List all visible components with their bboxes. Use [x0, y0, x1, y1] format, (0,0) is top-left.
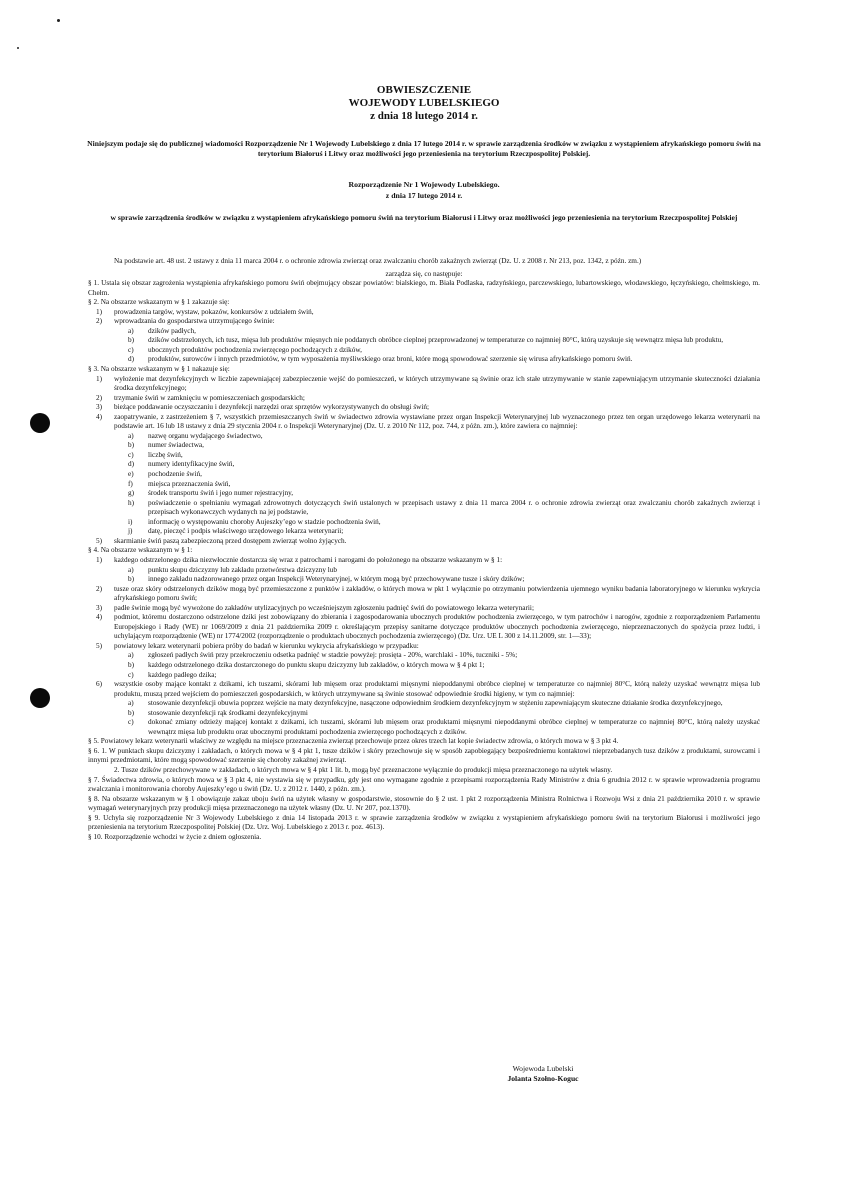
section-9: § 9. Uchyla się rozporządzenie Nr 3 Wojewody Lubelskiego z dnia 14 listopada 2013 r. w sprawie zarządzenia środków w związku z wystąpieniem afrykańskiego pomoru świń na terytorium Białorusi i możliwości jego przeniesienia na terytorium Rzeczpospolitej Polskiej (Dz. Urz. Woj. Lubelskiego z 2013 r. poz. 4613). [88, 813, 760, 832]
item-text: nazwę organu wydającego świadectwo, [148, 431, 263, 440]
item-marker: c) [128, 450, 134, 459]
list-item [88, 375, 760, 394]
item-text: miejsca przeznaczenia świń, [148, 479, 231, 488]
item-marker: d) [128, 460, 135, 469]
section-1: § 1. Ustala się obszar zagrożenia wystąpienia afrykańskiego pomoru świń obejmujący obszar powiatów: bialskiego, m. Biała Podlaska, radzyńskiego, parczewskiego, lubartowskiego, włodawskiego, łęczyńskiego, chełmskiego, m. Chełm. [88, 279, 760, 297]
item-text: każdego odstrzelonego dzika dostarczonego do punktu skupu dziczyzny lub zakładów, o których mowa w § 4 pkt 1; [148, 660, 485, 669]
list-item [88, 394, 760, 404]
sub-list-item [88, 651, 760, 661]
list-item [88, 585, 760, 604]
item-text: zaopatrywanie, z zastrzeżeniem § 7, wszystkich przemieszczanych świń w świadectwo zdrowia wystawiane przez organ Inspekcji Weterynaryjnej lub wyznaczonego przez ten organ urzędowego lekarza weterynarii na podstawie art. 16 lub 18 ustawy z dnia 29 stycznia 2004 r. o Inspekcji Weterynaryjnej (Dz. U. z 2010 Nr 112, poz. 744, z późn. zm.), które zawiera co najmniej: [114, 412, 760, 431]
item-marker: a) [128, 565, 134, 574]
item-marker: i) [128, 517, 133, 526]
item-marker: h) [128, 498, 135, 507]
sub-list-item [88, 355, 760, 365]
item-text: poświadczenie o spełnianiu wymagań zdrowotnych dotyczących świń ustalonych w przepisach ustawy z dnia 11 marca 2004 r. o ochronie zdrowia zwierząt oraz zwalczaniu chorób zakaźnych zwierząt i przepisach wykonawczych wydanych na jej podstawie, [148, 498, 760, 517]
sub-list-item [88, 346, 760, 356]
section-7: § 7. Świadectwa zdrowia, o których mowa w § 3 pkt 4, nie wystawia się w przypadku, gdy jest ono wymagane zgodnie z przepisami rozporządzenia Rady Ministrów z dnia 6 grudnia 2012 r. w sprawie wprowadzenia programu zwalczania i monitorowania choroby Aujeszky’ego u świń (Dz. U. z 2012 r. 1440, z późn. zm.). [88, 775, 760, 794]
item-text: środek transportu świń i jego numer rejestracyjny, [148, 489, 294, 498]
section-6: § 6. 1. W punktach skupu dziczyzny i zakładach, o których mowa w § 4 pkt 1, tusze dzików i skóry przechowuje się w sposób zapobiegający bezpośredniemu kontaktowi nieprzebadanych tusz dzików z produktami, surowcami i innymi przedmiotami, które mogą spowodować szerzenie się choroby zakaźnej zwierząt. [88, 746, 760, 765]
sub-list-item [88, 441, 760, 451]
item-marker: b) [128, 660, 135, 669]
sub-list-item [88, 661, 760, 671]
item-marker: 1) [96, 374, 103, 383]
item-text: liczbę świń, [148, 450, 183, 459]
sub-list-item [88, 518, 760, 528]
section-8: § 8. Na obszarze wskazanym w § 1 obowiązuje zakaz uboju świń na użytek własny w gospodarstwie, stosownie do § 2 ust. 1 pkt 2 rozporządzenia Ministra Rolnictwa i Rozwoju Wsi z dnia 21 października 2010 r. w sprawie wymagań weterynaryjnych przy produkcji mięsa przeznaczonego na użytek własny (Dz. U. Nr 207, poz.1370). [88, 794, 760, 813]
list-item: 1) każdego odstrzelonego dzika niezwłocznie dostarcza się wraz z patrochami i narogami do położonego na obszarze wskazanym w § 1: [96, 555, 503, 564]
item-marker: 2) [96, 584, 103, 593]
item-marker: d) [128, 355, 135, 364]
item-marker: 2) [96, 393, 103, 402]
regulation-date: z dnia 17 lutego 2014 r. [385, 191, 463, 200]
sub-list-item [88, 499, 760, 518]
item-marker: f) [128, 479, 133, 488]
item-text: wprowadzania do gospodarstwa utrzymującego świnie: [114, 317, 275, 326]
orders-line: zarządza się, co następuje: [385, 269, 463, 278]
item-marker: 4) [96, 412, 103, 421]
item-text: punktu skupu dziczyzny lub zakładu przetwórstwa dziczyzny lub [148, 565, 338, 574]
sub-list-item [88, 709, 760, 719]
item-marker: a) [128, 651, 134, 660]
item-marker: c) [128, 718, 134, 727]
item-text: zgłoszeń padłych świń przy przekroczeniu odsetka padnięć w stadzie powyżej: prosięta - 20%, warchlaki - 10%, tuczniki - 5%; [148, 651, 518, 660]
item-marker: e) [128, 470, 134, 479]
sub-list-item [88, 718, 760, 737]
list-item [88, 317, 760, 327]
item-text: stosowanie dezynfekcji rąk środkami dezynfekcyjnymi [148, 708, 308, 717]
sub-list-item [88, 527, 760, 537]
item-marker: 3) [96, 403, 103, 412]
scan-speck [17, 47, 19, 49]
signature-name: Jolanta Szołno-Koguc [507, 1074, 579, 1083]
item-text: trzymanie świń w zamknięciu w pomieszczeniach gospodarskich; [114, 393, 305, 402]
regulation-subject: w sprawie zarządzenia środków w związku z wystąpieniem afrykańskiego pomoru świń na terytorium Białorusi i Litwy oraz możliwości jego przeniesienia na terytorium Rzeczpospolitej Polskiej [110, 213, 738, 222]
intro-paragraph: Niniejszym podaje się do publicznej wiadomości Rozporządzenie Nr 1 Wojewody Lubelskiego z dnia 17 lutego 2014 r. w sprawie zarządzenia środków w związku z wystąpieniem afrykańskiego pomoru świń na terytorium Białoruś i Litwy oraz możliwości jego przeniesienia na terytorium Rzeczpospolitej Polskiej. [87, 139, 761, 158]
section-6-2: 2. Tusze dzików przechowywane w zakładach, o których mowa w § 4 pkt 1 lit. b, mogą być przeznaczone wyłącznie do produkcji mięsa przeznaczonego na użytek własny. [114, 765, 613, 774]
sub-list-item [88, 489, 760, 499]
sub-list-item [88, 699, 760, 709]
item-marker: c) [128, 345, 134, 354]
item-text: każdego padłego dzika; [148, 670, 217, 679]
punch-hole [30, 413, 50, 433]
sub-list-item [88, 460, 760, 470]
item-marker: b) [128, 441, 135, 450]
item-text: stosowanie dezynfekcji obuwia poprzez wejście na maty dezynfekcyjne, nasączone odpowiednim środkiem dezynfekcyjnym w stężeniu zapewniającym skuteczne działanie środka dezynfekcyjnego, [148, 699, 723, 708]
item-marker: 3) [96, 603, 103, 612]
punch-hole [30, 688, 50, 708]
regulation-title: Rozporządzenie Nr 1 Wojewody Lubelskiego. [348, 180, 500, 189]
list-item [88, 642, 760, 652]
item-text: ubocznych produktów pochodzenia zwierzęcego pochodzących z dzików, [148, 345, 362, 354]
item-marker: j) [128, 527, 133, 536]
item-marker: a) [128, 699, 134, 708]
list-item [88, 413, 760, 432]
sub-list-item [88, 480, 760, 490]
list-item [88, 308, 760, 318]
list-item: 5) skarmianie świń paszą zabezpieczoną przed dostępem zwierząt wolno żyjących. [96, 536, 347, 545]
item-text: informację o występowaniu choroby Aujeszky’ego w stadzie pochodzenia świń, [148, 517, 381, 526]
item-text: wyłożenie mat dezynfekcyjnych w liczbie zapewniającej zabezpieczenie wejść do pomieszczeń, w których utrzymywane są świnie oraz ich stałe utrzymywanie w stanie zapewniającym utrzymanie skuteczności działania środka dezynfekcyjnego; [114, 374, 760, 393]
sub-list-item [88, 671, 760, 681]
item-marker: 4) [96, 613, 103, 622]
scan-speck [57, 19, 60, 22]
doc-subtitle: WOJEWODY LUBELSKIEGO [348, 97, 500, 109]
item-marker: g) [128, 489, 135, 498]
section-4: § 4. Na obszarze wskazanym w § 1: [88, 546, 193, 555]
section-3: § 3. Na obszarze wskazanym w § 1 nakazuje się: [88, 365, 230, 374]
item-marker: 1) [96, 307, 103, 316]
list-item [88, 604, 760, 614]
item-text: tusze oraz skóry odstrzelonych dzików mogą być przemieszczone z punktów i zakładów, o których mowa w pkt 1 wyłącznie po otrzymaniu potwierdzenia ujemnego wyniku badania laboratoryjnego w kierunku wykrycia afrykańskiego pomoru świń; [114, 584, 760, 603]
item-text: prowadzenia targów, wystaw, pokazów, konkursów z udziałem świń, [114, 307, 314, 316]
sub-list-item [88, 336, 760, 346]
item-text: dokonać zmiany odzieży mającej kontakt z dzikami, ich tuszami, skórami lub mięsem oraz produktami mięsnymi niepoddanymi obróbce cieplnej w temperaturze co najmniej 80°C, którą należy uzyskać wewnątrz mięsa lub produktu oraz ubocznymi produktami pochodzenia zwierzęcego pochodzących z dzików. [148, 718, 760, 736]
regulation-body [88, 257, 760, 842]
doc-date: z dnia 18 lutego 2014 r. [370, 110, 478, 122]
item-marker: b) [128, 336, 135, 345]
item-text: innego zakładu nadzorowanego przez organ Inspekcji Weterynaryjnej, w którym mogą być przechowywane tusze i skóry dzików; [148, 575, 525, 584]
section-5: § 5. Powiatowy lekarz weterynarii właściwy ze względu na miejsce przeznaczenia zwierząt przechowuje przez okres trzech lat kopie świadectw zdrowia, o których mowa w § 3 pkt 4. [88, 737, 619, 746]
list-item [88, 403, 760, 413]
preamble: Na podstawie art. 48 ust. 2 ustawy z dnia 11 marca 2004 r. o ochronie zdrowia zwierząt oraz zwalczaniu chorób zakaźnych zwierząt (Dz. U. z 2008 r. Nr 213, poz. 1342, z późn. zm.) [114, 257, 642, 265]
item-marker: c) [128, 670, 134, 679]
item-marker: b) [128, 575, 135, 584]
doc-title: OBWIESZCZENIE [376, 84, 472, 96]
list-item: 6) wszystkie osoby mające kontakt z dzikami, ich tuszami, skórami lub mięsem oraz produktami mięsnymi niepoddanymi obróbce cieplnej w temperaturze co najmniej 80°C, którą należy uzyskać wewnątrz mięsa lub produktu, muszą przed wejściem do pomieszczeń gospodarskich, w których utrzymywane są świnie stosować odpowiednie środki higieny, w tym co najmniej: [96, 680, 760, 698]
item-text: dzików odstrzelonych, ich tusz, mięsa lub produktów mięsnych nie poddanych obróbce cieplnej przeprowadzonej w temperaturze co najmniej 80°C, którą uzyskuje się wewnątrz mięsa lub produktu, [148, 336, 724, 345]
item-marker: a) [128, 431, 134, 440]
item-marker: 5) [96, 641, 103, 650]
signature-block [488, 1064, 598, 1084]
item-text: numer świadectwa, [148, 441, 204, 450]
item-marker: a) [128, 326, 134, 335]
list-item [88, 613, 760, 642]
section-2: § 2. Na obszarze wskazanym w § 1 zakazuje się: [88, 298, 230, 307]
item-marker: 2) [96, 317, 103, 326]
sub-list-item [88, 432, 760, 442]
item-text: datę, pieczęć i podpis właściwego urzędowego lekarza weterynarii; [148, 527, 344, 536]
sub-list-item [88, 575, 760, 585]
sub-list-item [88, 470, 760, 480]
item-text: powiatowy lekarz weterynarii pobiera próby do badań w kierunku wykrycia afrykańskiego w przypadku: [114, 641, 419, 650]
sub-list-item [88, 327, 760, 337]
signature-role: Wojewoda Lubelski [512, 1064, 574, 1073]
item-text: pochodzenie świń, [148, 470, 202, 479]
item-text: padłe świnie mogą być wywożone do zakładów utylizacyjnych po wcześniejszym zgłoszeniu padnięć świń do powiatowego lekarza weterynarii; [114, 603, 534, 612]
item-marker: b) [128, 708, 135, 717]
section-10: § 10. Rozporządzenie wchodzi w życie z dniem ogłoszenia. [88, 832, 262, 841]
sub-list-item [88, 451, 760, 461]
item-text: numery identyfikacyjne świń, [148, 460, 235, 469]
item-text: bieżące poddawanie oczyszczaniu i dezynfekcji narzędzi oraz sprzętów wykorzystywanych do obsługi świń; [114, 403, 430, 412]
item-text: podmiot, któremu dostarczono odstrzelone dziki jest zobowiązany do zbierania i zagospodarowania ubocznych produktów pochodzenia zwierzęcego, w tym patrochów i narogów, zgodnie z rozporządzeniem Parlamentu Europejskiego i Rady (WE) nr 1069/2009 z dnia 21 października 2009 r. określającym przepisy sanitarne dotyczące produktów ubocznych pochodzenia zwierzęcego, nieprzeznaczonych do spożycia przez ludzi, i uchylającym rozporządzenie (WE) nr 1774/2002 (rozporządzenie o produktach ubocznych pochodzenia zwierzęcego) (Dz. Urz. UE L 300 z 14.11.2009, str. 1—33); [114, 613, 760, 641]
item-text: dzików padłych, [148, 326, 196, 335]
sub-list-item [88, 566, 760, 576]
item-text: produktów, surowców i innych przedmiotów, w tym wyposażenia myśliwskiego oraz broni, które mogą spowodować szerzenie się wirusa afrykańskiego pomoru świń. [148, 355, 633, 364]
